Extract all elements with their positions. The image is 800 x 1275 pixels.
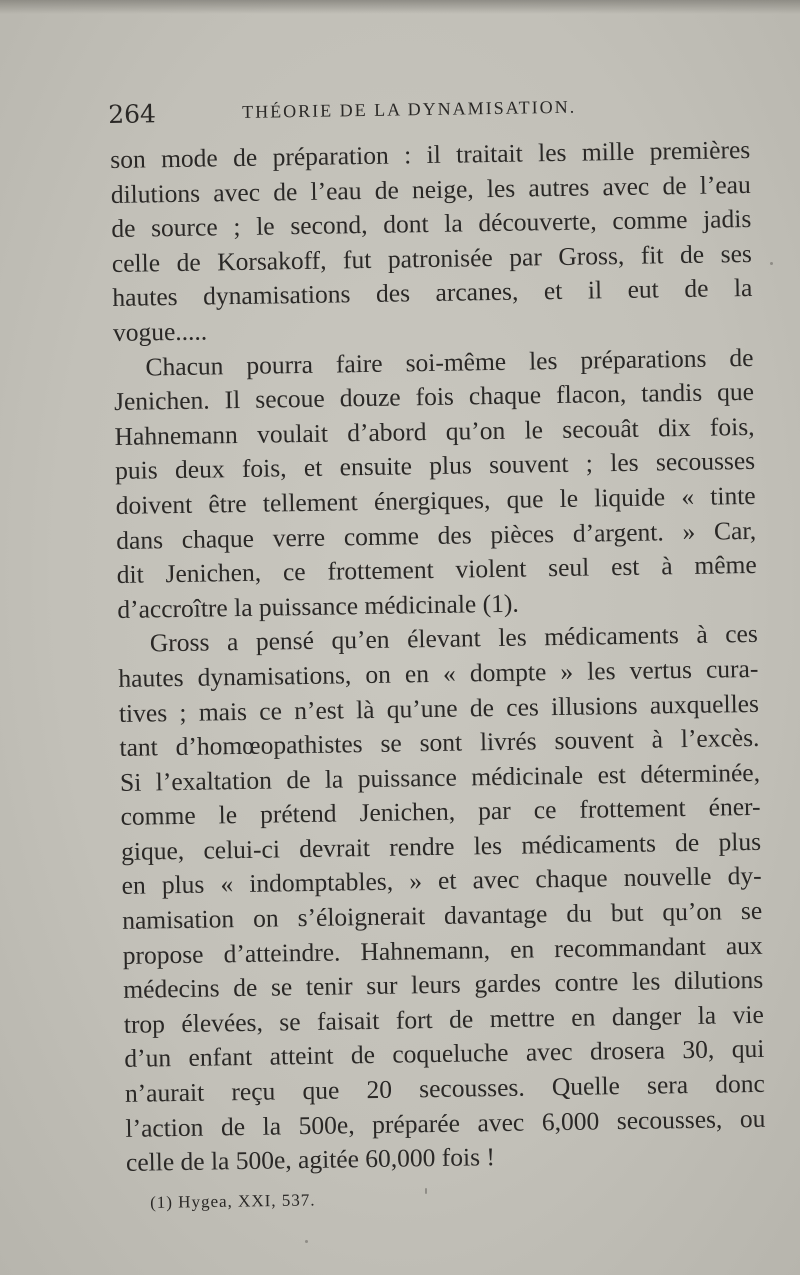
text-line: propose d’atteindre. Hahnemann, en recommandant aux [122, 930, 763, 970]
text-line: dit Jenichen, ce frottement violent seul est à même [116, 550, 757, 590]
text-line: trop élevées, se faisait fort de mettre en danger la vie [123, 999, 764, 1039]
body-text [110, 133, 766, 1181]
text-line: n’aurait reçu que 20 secousses. Quelle sera donc [124, 1068, 766, 1108]
text-line: namisation on s’éloignerait davantage du but qu’on se [121, 895, 763, 935]
text-line: médecins de se tenir sur leurs gardes contre les dilutions [123, 965, 764, 1005]
text-line: d’accroître la puissance médicinale (1). [117, 588, 519, 624]
text-line: Chacun pourra faire soi-même les préparations de [145, 342, 754, 382]
text-line: tives ; mais ce n’est là qu’une de ces illusions auxquelles [118, 688, 760, 728]
text-line: en plus « indomptables, » et avec chaque nouvelle dy- [121, 861, 762, 901]
text-line: de source ; le second, dont la découverte, comme jadis [111, 204, 752, 244]
text-line: Si l’exaltation de la puissance médicinale est déterminée, [119, 757, 761, 797]
text-line: l’action de la 500e, préparée avec 6,000 secousses, ou [125, 1103, 766, 1143]
paper-speck [305, 1240, 308, 1243]
paper-speck [770, 262, 773, 265]
text-line: hautes dynamisations, on en « dompte » les vertus cura- [118, 653, 759, 693]
text-line: celle de Korsakoff, fut patronisée par Gross, fit de ses [111, 238, 753, 278]
text-line: dilutions avec de l’eau de neige, les autres avec de l’eau [110, 169, 751, 209]
text-line: gique, celui-ci devrait rendre les médicaments de plus [120, 826, 762, 866]
footnote: (1) Hygea, XXI, 537. [150, 1190, 316, 1212]
text-line: Gross a pensé qu’en élevant les médicaments à ces [149, 619, 759, 658]
page-number: 264 [108, 99, 157, 129]
text-line: celle de la 500e, agitée 60,000 fois ! [125, 1142, 496, 1178]
text-line: hautes dynamisations des arcanes, et il eut de la [112, 273, 753, 313]
text-line: doivent être tellement énergiques, que le liquide « tinte [115, 480, 756, 520]
text-line: dans chaque verre comme des pièces d’argent. » Car, [116, 515, 757, 555]
paper-speck [425, 1188, 427, 1194]
text-line: Hahnemann voulait d’abord qu’on le secouât dix fois, [114, 411, 755, 451]
text-line: Jenichen. Il secoue douze fois chaque flacon, tandis que [113, 377, 755, 417]
running-title: THÉORIE DE LA DYNAMISATION. [242, 96, 577, 122]
text-line: vogue..... [112, 316, 208, 347]
page-header [108, 90, 748, 130]
text-line: comme le prétend Jenichen, par ce frottement éner- [120, 792, 761, 832]
text-line: puis deux fois, et ensuite plus souvent ; les secousses [114, 446, 756, 486]
text-line: son mode de préparation : il traitait les mille premières [110, 134, 751, 174]
text-line: tant d’homœopathistes se sont livrés souvent à l’excès. [119, 722, 760, 763]
text-line: d’un enfant atteint de coqueluche avec drosera 30, qui [124, 1034, 765, 1074]
scan-edge-shadow [0, 0, 800, 14]
